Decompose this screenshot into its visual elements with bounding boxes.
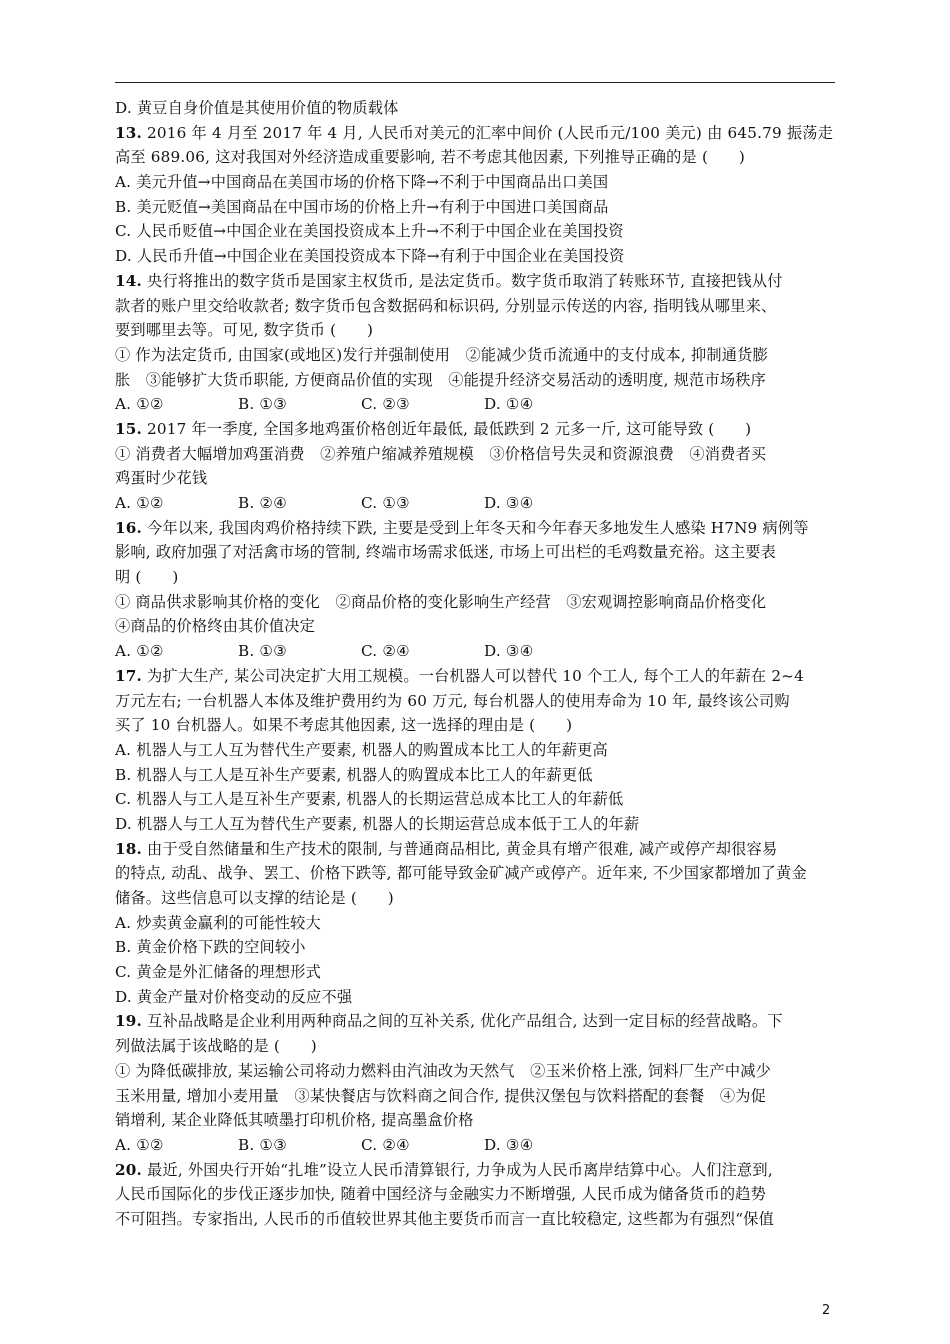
text-line	[115, 466, 837, 491]
text-line	[115, 886, 837, 911]
line-text: 为扩大生产, 某公司决定扩大用工规模。一台机器人可以替代 10 个工人, 每个工人的年薪在 2~4	[142, 666, 804, 685]
line-text: C. 人民币贬值→中国企业在美国投资成本上升→不利于中国企业在美国投资	[115, 222, 624, 241]
answer-option: B. ①③	[238, 395, 288, 414]
text-line	[115, 565, 837, 590]
answer-option: D. ③④	[484, 642, 534, 661]
answer-option: B. ①③	[238, 1135, 288, 1154]
text-line	[115, 170, 837, 195]
line-text: ① 为降低碳排放, 某运输公司将动力燃料由汽油改为天然气 ②玉米价格上涨, 饲料厂生产中减少	[115, 1061, 772, 1080]
answer-option: B. ②④	[238, 494, 288, 512]
answer-options	[115, 639, 837, 664]
question-line	[115, 516, 837, 541]
text-line	[115, 442, 837, 467]
question-line	[115, 269, 837, 294]
line-text: 玉米用量, 增加小麦用量 ③某快餐店与饮料商之间合作, 提供汉堡包与饮料搭配的套餐 ④为促	[115, 1086, 766, 1105]
line-text: 影响, 政府加强了对活禽市场的管制, 终端市场需求低迷, 市场上可出栏的毛鸡数量充裕。这主要表	[115, 543, 777, 562]
line-text: 人民币国际化的步伐正逐步加快, 随着中国经济与金融实力不断增强, 人民币成为储备货币的趋势	[115, 1185, 766, 1204]
line-text: 要到哪里去等。可见, 数字货币 ( )	[115, 321, 374, 340]
line-text: 胀 ③能够扩大货币职能, 方便商品价值的实现 ④能提升经济交易活动的透明度, 规范市场秩序	[115, 370, 766, 389]
line-text: 不可阻挡。专家指出, 人民币的币值较世界其他主要货币而言一直比较稳定, 这些都为有强烈“保值	[115, 1209, 774, 1228]
text-line	[115, 738, 837, 763]
line-text: 2016 年 4 月至 2017 年 4 月, 人民币对美元的汇率中间价 (人民币元/100 美元) 由 645.79 振荡走	[142, 123, 834, 142]
line-text: B. 黄金价格下跌的空间较小	[115, 938, 306, 957]
line-text: D. 人民币升值→中国企业在美国投资成本下降→有利于中国企业在美国投资	[115, 247, 625, 266]
line-text: ④商品的价格终由其价值决定	[115, 617, 316, 636]
page-number: 2	[822, 1303, 831, 1318]
text-line	[115, 244, 837, 269]
text-line	[115, 590, 837, 615]
text-line	[115, 145, 837, 170]
question-line	[115, 1158, 837, 1183]
line-text: 2017 年一季度, 全国多地鸡蛋价格创近年最低, 最低跌到 2 元多一斤, 这可能导致 ( )	[142, 419, 752, 438]
answer-option: A. ①②	[115, 1135, 164, 1154]
header-rule	[115, 82, 835, 83]
text-line	[115, 1108, 837, 1133]
question-line	[115, 1009, 837, 1034]
answer-option: A. ①②	[115, 494, 164, 512]
answer-option: C. ②④	[361, 1135, 410, 1154]
text-line	[115, 96, 837, 121]
question-number: 13.	[115, 123, 143, 142]
text-line	[115, 1207, 837, 1232]
text-line	[115, 614, 837, 639]
answer-option: D. ①④	[484, 395, 534, 414]
line-text: 销增利, 某企业降低其喷墨打印机价格, 提高墨盒价格	[115, 1111, 474, 1130]
line-text: A. 炒卖黄金赢利的可能性较大	[115, 913, 321, 932]
answer-option: C. ②③	[361, 395, 410, 414]
line-text: B. 美元贬值→美国商品在中国市场的价格上升→有利于中国进口美国商品	[115, 197, 609, 216]
answer-option: C. ①③	[361, 494, 410, 512]
question-number: 17.	[115, 666, 143, 685]
line-text: C. 黄金是外汇储备的理想形式	[115, 963, 321, 982]
question-number: 18.	[115, 839, 143, 858]
text-line	[115, 763, 837, 788]
question-number: 14.	[115, 271, 143, 290]
question-number: 16.	[115, 518, 143, 537]
text-line	[115, 1084, 837, 1109]
question-line	[115, 121, 837, 146]
answer-option: A. ①②	[115, 395, 164, 414]
line-text: D. 机器人与工人互为替代生产要素, 机器人的长期运营总成本低于工人的年薪	[115, 814, 640, 833]
line-text: ① 作为法定货币, 由国家(或地区)发行并强制使用 ②能减少货币流通中的支付成本, 抑制通货膨	[115, 345, 768, 364]
answer-options	[115, 392, 837, 417]
text-line	[115, 935, 837, 960]
line-text: 列做法属于该战略的是 ( )	[115, 1037, 317, 1056]
line-text: 储备。这些信息可以支撑的结论是 ( )	[115, 889, 394, 907]
text-line	[115, 960, 837, 985]
text-line	[115, 1034, 837, 1059]
answer-option: B. ①③	[238, 642, 288, 661]
line-text: 高至 689.06, 这对我国对外经济造成重要影响, 若不考虑其他因素, 下列推导正确的是 ( )	[115, 148, 745, 167]
question-number: 19.	[115, 1012, 143, 1031]
line-text: 最近, 外国央行开始“扎堆”设立人民币清算银行, 力争成为人民币离岸结算中心。人们注意到,	[142, 1160, 773, 1179]
answer-option: D. ③④	[484, 1135, 534, 1154]
question-line	[115, 837, 837, 862]
question-number: 15.	[115, 419, 143, 438]
line-text: D. 黄豆自身价值是其使用价值的物质载体	[115, 99, 399, 117]
line-text: 买了 10 台机器人。如果不考虑其他因素, 这一选择的理由是 ( )	[115, 716, 573, 735]
question-line	[115, 664, 837, 689]
text-line	[115, 1059, 837, 1084]
question-number: 20.	[115, 1160, 143, 1179]
text-line	[115, 540, 837, 565]
text-line	[115, 812, 837, 837]
text-line	[115, 861, 837, 886]
answer-option: C. ②④	[361, 642, 410, 661]
document-body	[115, 96, 837, 1232]
line-text: A. 美元升值→中国商品在美国市场的价格下降→不利于中国商品出口美国	[115, 173, 609, 192]
answer-options	[115, 491, 837, 516]
text-line	[115, 985, 837, 1010]
line-text: 明 ( )	[115, 568, 179, 587]
text-line	[115, 1182, 837, 1207]
text-line	[115, 343, 837, 368]
answer-option: D. ③④	[484, 494, 534, 512]
line-text: 今年以来, 我国肉鸡价格持续下跌, 主要是受到上年冬天和今年春天多地发生人感染 H7N9 病例等	[142, 518, 809, 537]
line-text: 款者的账户里交给收款者; 数字货币包含数据码和标识码, 分别显示传送的内容, 指明钱从哪里来、	[115, 296, 777, 315]
answer-option: A. ①②	[115, 642, 164, 661]
text-line	[115, 294, 837, 319]
answer-options	[115, 1133, 837, 1158]
text-line	[115, 195, 837, 220]
line-text: 的特点, 动乱、战争、罢工、价格下跌等, 都可能导致金矿减产或停产。近年来, 不少国家都增加了黄金	[115, 864, 807, 883]
text-line	[115, 787, 837, 812]
line-text: 由于受自然储量和生产技术的限制, 与普通商品相比, 黄金具有增产很难, 减产或停产却很容易	[142, 839, 778, 858]
line-text: ① 消费者大幅增加鸡蛋消费 ②养殖户缩减养殖规模 ③价格信号失灵和资源浪费 ④消费者买	[115, 444, 767, 463]
line-text: ① 商品供求影响其价格的变化 ②商品价格的变化影响生产经营 ③宏观调控影响商品价格变化	[115, 592, 767, 611]
line-text: D. 黄金产量对价格变动的反应不强	[115, 987, 353, 1006]
text-line	[115, 368, 837, 393]
line-text: C. 机器人与工人是互补生产要素, 机器人的长期运营总成本比工人的年薪低	[115, 790, 624, 809]
line-text: A. 机器人与工人互为替代生产要素, 机器人的购置成本比工人的年薪更高	[115, 740, 608, 759]
text-line	[115, 318, 837, 343]
question-line	[115, 417, 837, 442]
line-text: 互补品战略是企业利用两种商品之间的互补关系, 优化产品组合, 达到一定目标的经营战略。下	[142, 1012, 783, 1031]
text-line	[115, 713, 837, 738]
line-text: 央行将推出的数字货币是国家主权货币, 是法定货币。数字货币取消了转账环节, 直接把钱从付	[142, 271, 783, 290]
line-text: 万元左右; 一台机器人本体及维护费用约为 60 万元, 每台机器人的使用寿命为 10 年, 最终该公司购	[115, 691, 790, 710]
text-line	[115, 219, 837, 244]
line-text: B. 机器人与工人是互补生产要素, 机器人的购置成本比工人的年薪更低	[115, 765, 593, 784]
text-line	[115, 689, 837, 714]
line-text: 鸡蛋时少花钱	[115, 469, 208, 488]
text-line	[115, 911, 837, 936]
